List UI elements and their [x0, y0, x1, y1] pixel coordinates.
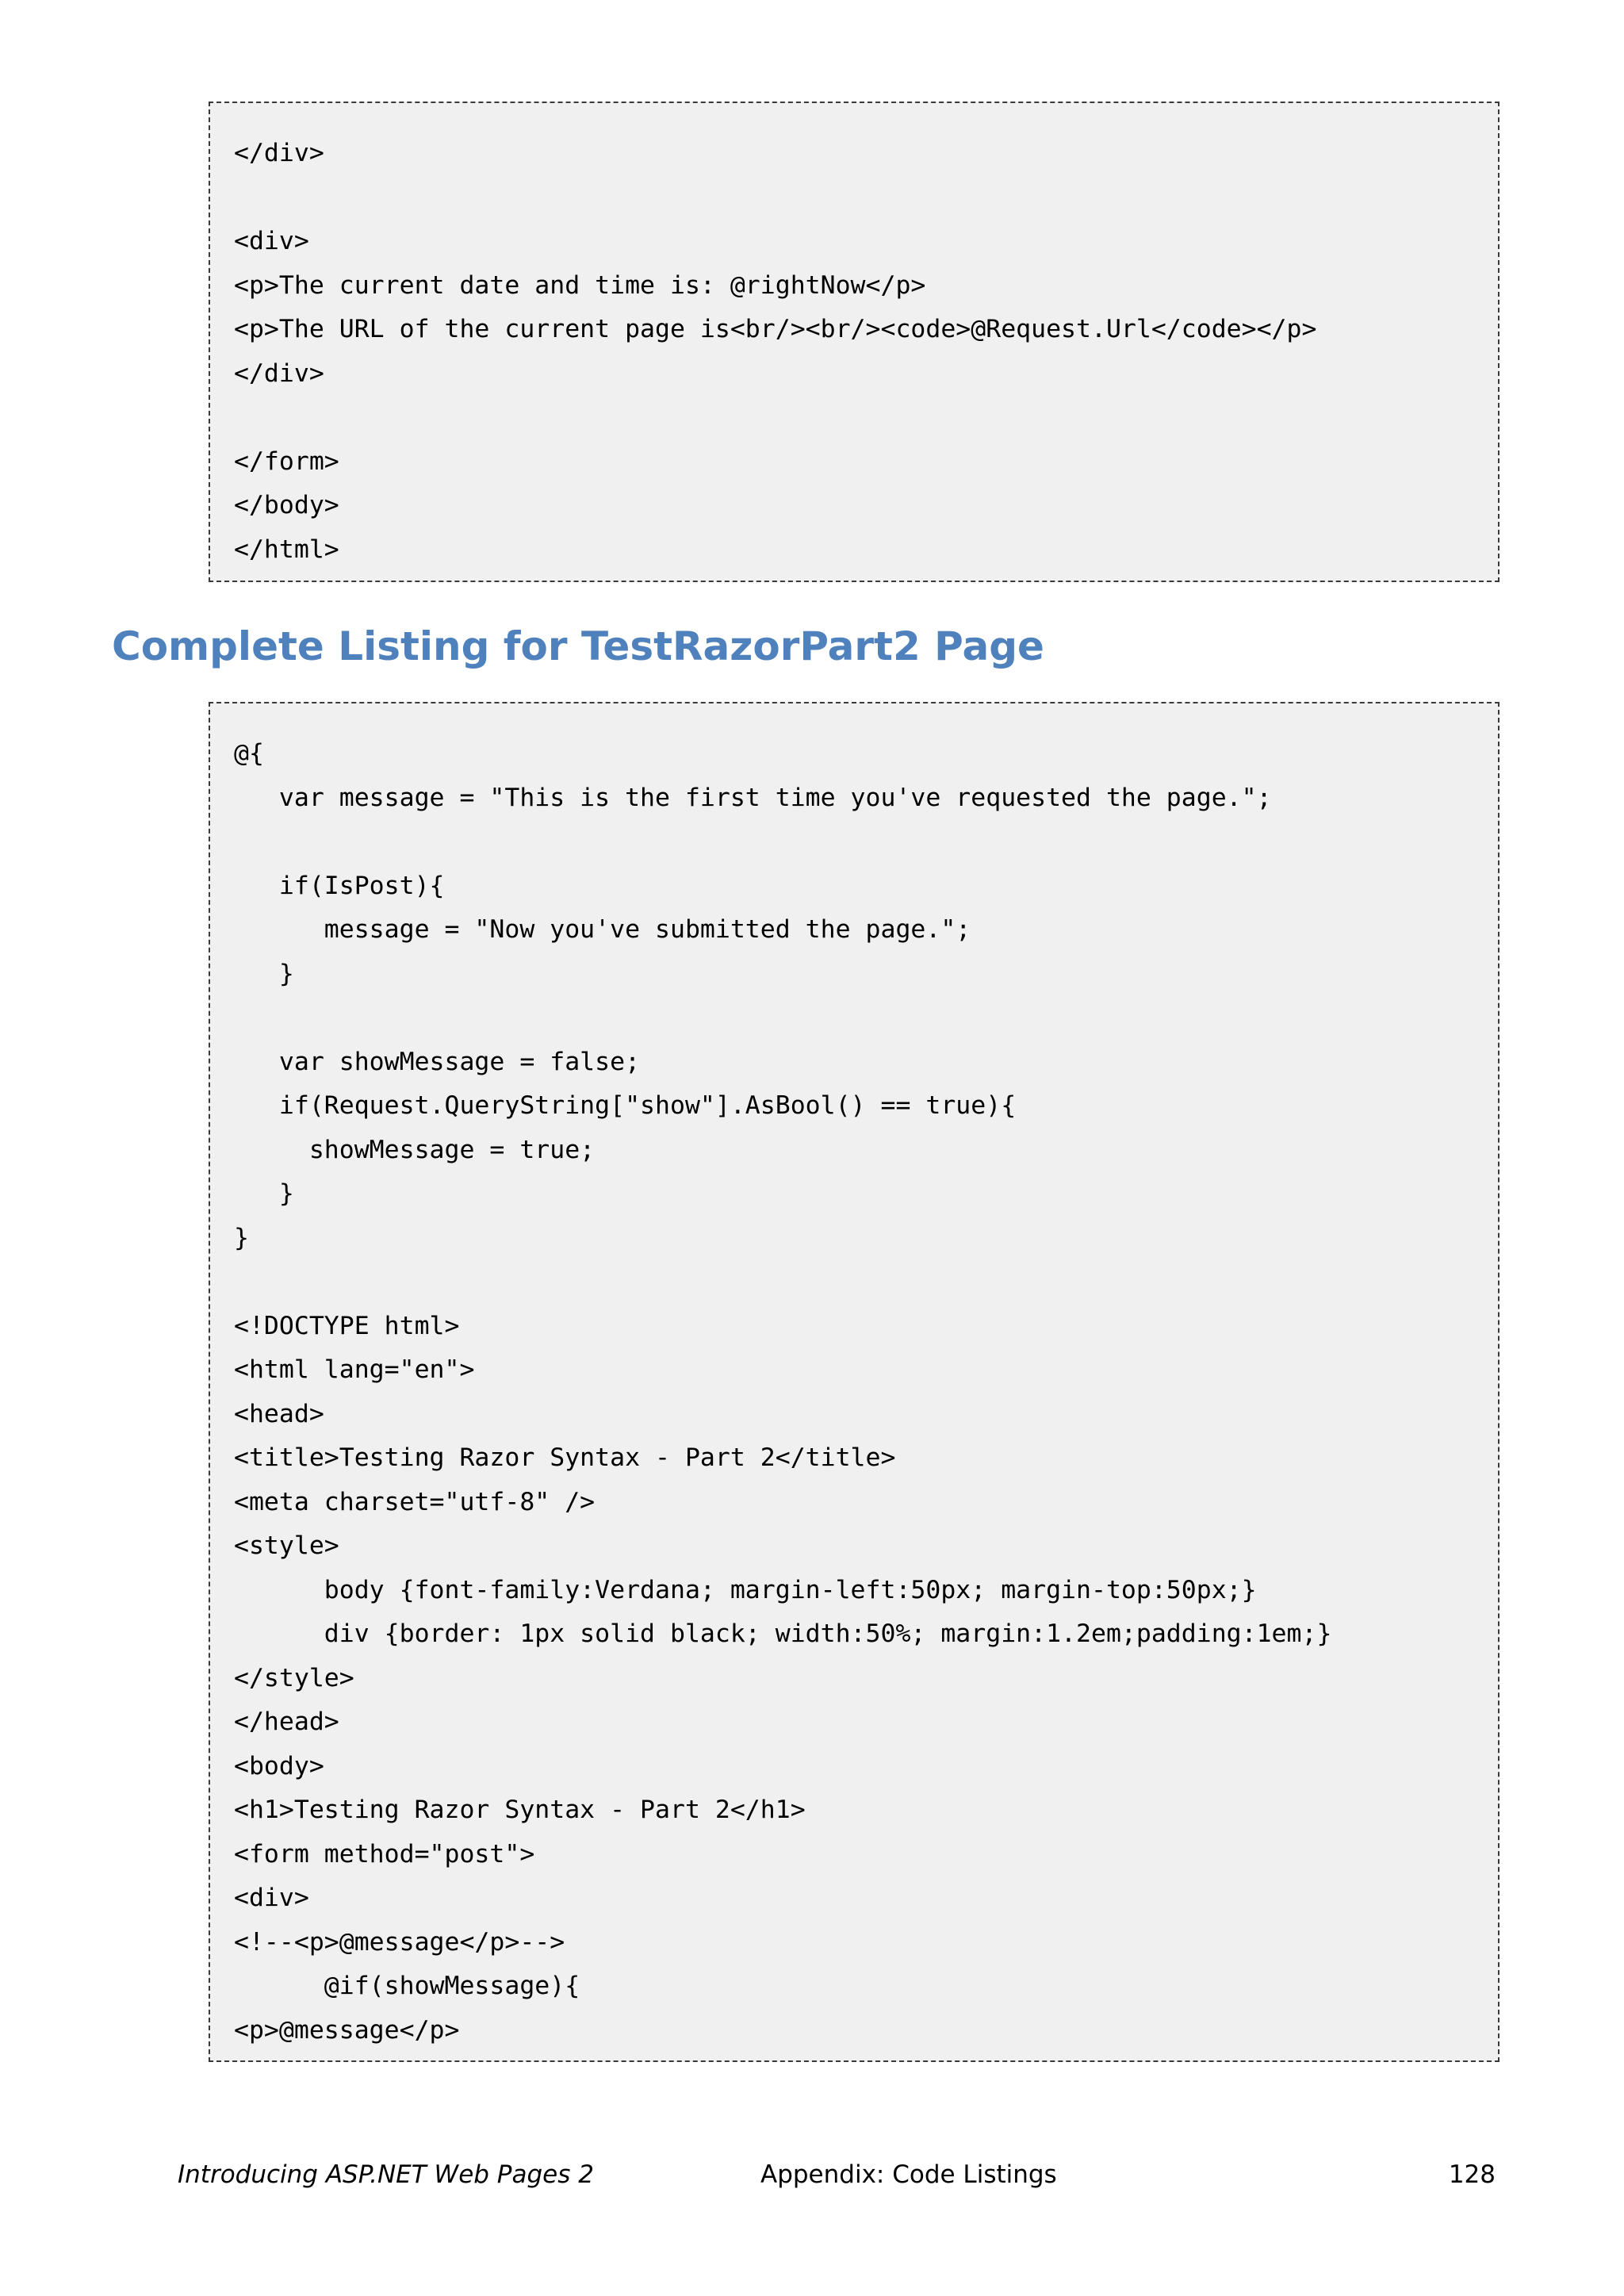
code-line: if(IsPost){ [234, 871, 445, 900]
code-line: @{ [234, 739, 264, 768]
code-line: if(Request.QueryString["show"].AsBool() == true){ [234, 1091, 1017, 1120]
code-listing-testrazorpart2 [209, 702, 1500, 2062]
code-line: <h1>Testing Razor Syntax - Part 2</h1> [234, 1796, 806, 1824]
code-line: </head> [234, 1708, 339, 1736]
code-line: </style> [234, 1663, 354, 1692]
code-line: message = "Now you've submitted the page."; [234, 915, 971, 944]
code-line [234, 396, 1498, 440]
footer-chapter: Appendix: Code Listings [760, 2160, 1057, 2189]
code-line: </div> [234, 139, 324, 167]
code-line: @if(showMessage){ [234, 1972, 580, 2000]
code-line [234, 1260, 1498, 1305]
code-line: <p>The current date and time is: @rightNow</p> [234, 270, 926, 300]
code-line: <!--<p>@message</p>--> [234, 1927, 565, 1957]
code-line: <title>Testing Razor Syntax - Part 2</title> [234, 1443, 896, 1472]
code-line: body {font-family:Verdana; margin-left:50px; margin-top:50px;} [234, 1575, 1257, 1604]
code-line: <p>@message</p> [234, 2015, 460, 2045]
code-line [234, 996, 1498, 1041]
code-line: <!DOCTYPE html> [234, 1311, 460, 1340]
footer-book-title: Introducing ASP.NET Web Pages 2 [178, 2160, 594, 2189]
code-line: <form method="post"> [234, 1839, 535, 1869]
code-line: <html lang="en"> [234, 1355, 475, 1384]
code-line: showMessage = true; [234, 1135, 596, 1164]
code-line [234, 176, 1498, 220]
code-listing-continued [209, 102, 1500, 582]
code-line [234, 820, 1498, 864]
code-line: var showMessage = false; [234, 1047, 641, 1076]
footer-page-number: 128 [1448, 2160, 1496, 2189]
code-line: </html> [234, 535, 339, 564]
code-line: var message = "This is the first time you've requested the page."; [234, 783, 1272, 812]
code-line: <meta charset="utf-8" /> [234, 1487, 596, 1516]
code-line: </body> [234, 491, 339, 519]
code-line: } [234, 959, 294, 988]
code-line: </form> [234, 447, 339, 476]
code-line: </div> [234, 358, 324, 388]
code-line: <div> [234, 227, 309, 255]
code-line: <div> [234, 1884, 309, 1912]
code-line: <head> [234, 1399, 324, 1428]
code-line: } [234, 1223, 249, 1252]
code-line: <style> [234, 1531, 339, 1560]
code-line: } [234, 1179, 294, 1208]
section-heading: Complete Listing for TestRazorPart2 Page [112, 623, 1044, 669]
code-line: <p>The URL of the current page is<br/><br/><code>@Request.Url</code></p> [234, 315, 1317, 343]
code-line: div {border: 1px solid black; width:50%; margin:1.2em;padding:1em;} [234, 1619, 1332, 1648]
code-line: <body> [234, 1751, 324, 1780]
